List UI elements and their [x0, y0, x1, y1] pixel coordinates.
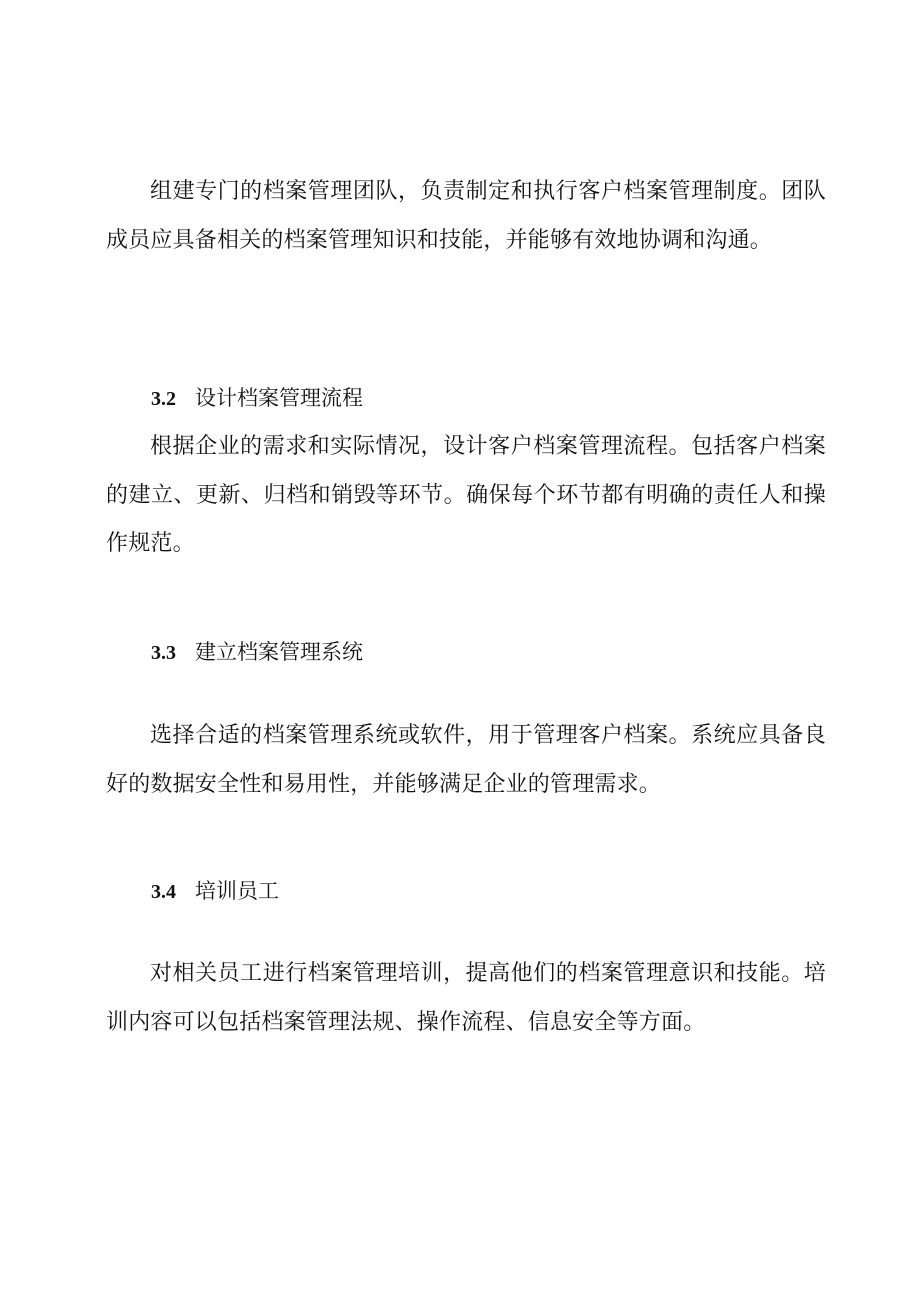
section-paragraph-3-4: 对相关员工进行档案管理培训，提高他们的档案管理意识和技能。培训内容可以包括档案管理法规、操作流程、信息安全等方面。 [106, 961, 826, 1035]
section-title: 设计档案管理流程 [195, 386, 363, 410]
section-heading-3-3 [151, 637, 363, 668]
section-paragraph-3-3: 选择合适的档案管理系统或软件，用于管理客户档案。系统应具备良好的数据安全性和易用性，并能够满足企业的管理需求。 [106, 723, 826, 797]
section-number: 3.2 [151, 388, 176, 410]
section-title: 培训员工 [195, 879, 279, 903]
section-number: 3.4 [151, 881, 176, 903]
section-number: 3.3 [151, 642, 176, 664]
intro-paragraph: 组建专门的档案管理团队，负责制定和执行客户档案管理制度。团队成员应具备相关的档案管理知识和技能，并能够有效地协调和沟通。 [106, 179, 826, 253]
section-title: 建立档案管理系统 [195, 640, 363, 664]
section-heading-3-2 [151, 383, 363, 414]
section-heading-3-4 [151, 876, 279, 907]
section-paragraph-3-2: 根据企业的需求和实际情况，设计客户档案管理流程。包括客户档案的建立、更新、归档和销毁等环节。确保每个环节都有明确的责任人和操作规范。 [106, 434, 826, 556]
